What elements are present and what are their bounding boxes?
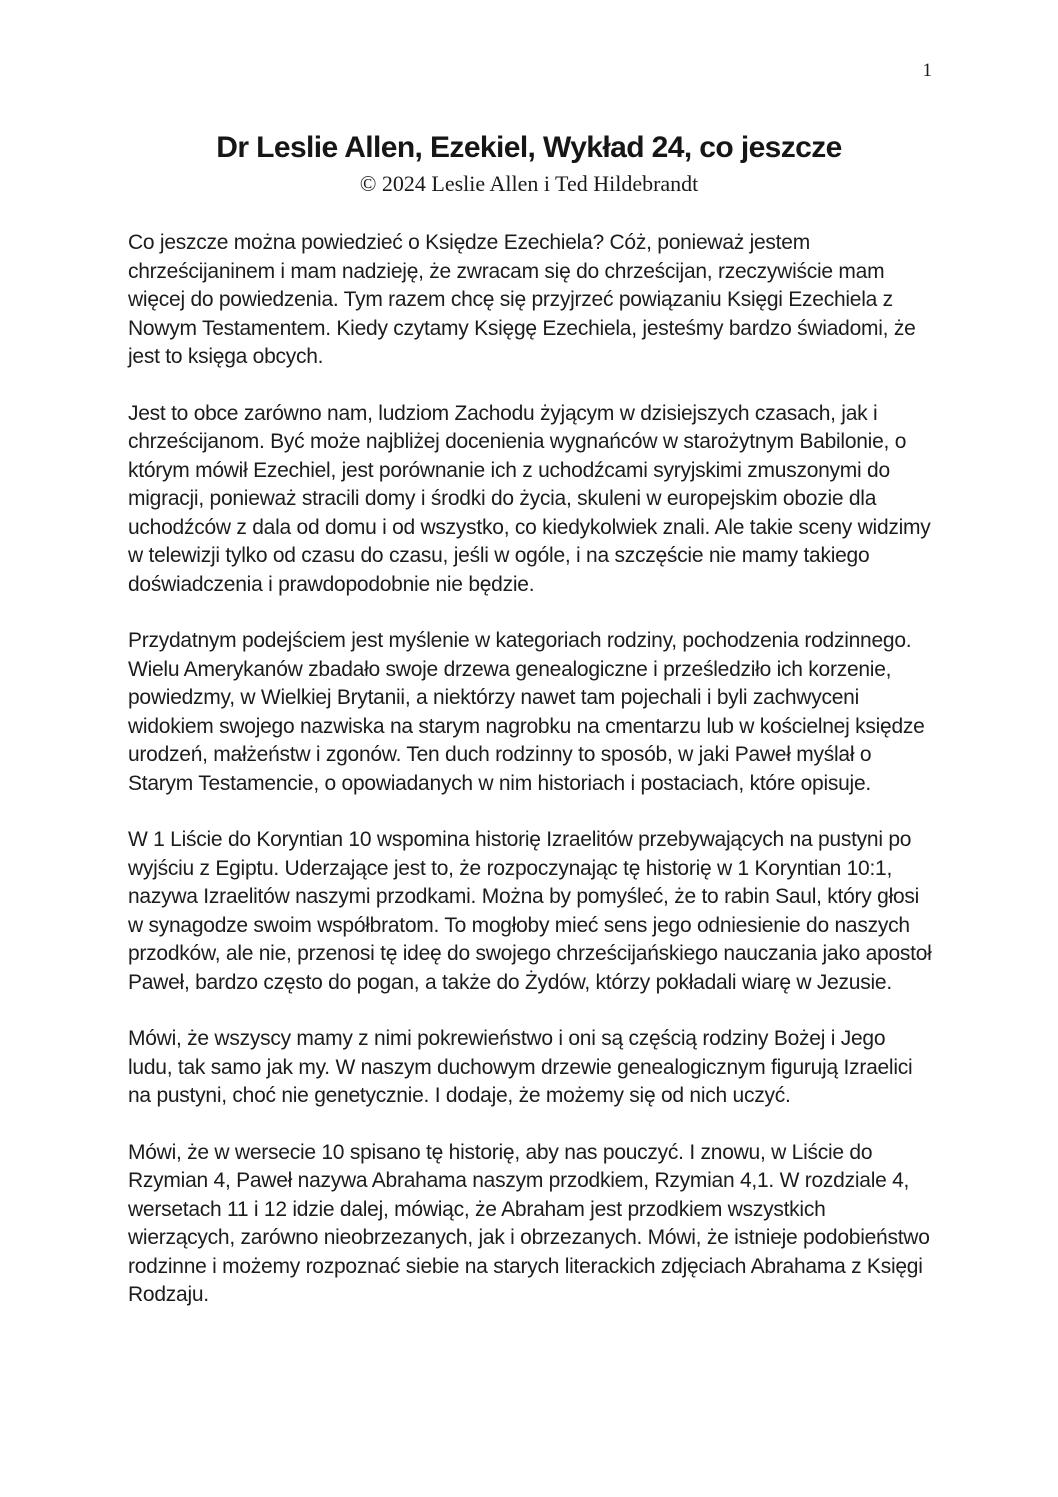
paragraph: Jest to obce zarówno nam, ludziom Zachodu żyjącym w dzisiejszych czasach, jak i chrześcijanom. Być może najbliżej docenienia wygnańców w starożytnym Babilonie, o którym mówił Ezechiel, jest porównanie ich z uchodźcami syryjskimi zmuszonymi do migracji, ponieważ stracili domy i środki do życia, skuleni w europejskim obozie dla uchodźców z dala od domu i od wszystko, co kiedykolwiek znali. Ale takie sceny widzimy w telewizji tylko od czasu do czasu, jeśli w ogóle, i na szczęście nie mamy takiego doświadczenia i prawdopodobnie nie będzie.	[128, 401, 931, 596]
page-number: 1	[922, 60, 932, 81]
page-title: Dr Leslie Allen, Ezekiel, Wykład 24, co jeszcze	[216, 131, 842, 164]
paragraph: W 1 Liście do Koryntian 10 wspomina historię Izraelitów przebywających na pustyni po wyjściu z Egiptu. Uderzające jest to, że rozpoczynając tę historię w 1 Koryntian 10:1, nazywa Izraelitów naszymi przodkami. Można by pomyśleć, że to rabin Saul, który głosi w synagodze swoim współbratom. To mogłoby mieć sens jego odniesienie do naszych przodków, ale nie, przenosi tę ideę do swojego chrześcijańskiego nauczania jako apostoł Paweł, bardzo często do pogan, a także do Żydów, którzy pokładali wiarę w Jezusie.	[128, 828, 932, 994]
paragraph: Mówi, że wszyscy mamy z nimi pokrewieństwo i oni są częścią rodziny Bożej i Jego ludu, tak samo jak my. W naszym duchowym drzewie genealogicznym figurują Izraelici na pustyni, choć nie genetycznie. I dodaje, że możemy się od nich uczyć.	[128, 1027, 913, 1107]
paragraph: Mówi, że w wersecie 10 spisano tę historię, aby nas pouczyć. I znowu, w Liście do Rzymian 4, Paweł nazywa Abrahama naszym przodkiem, Rzymian 4,1. W rozdziale 4, wersetach 11 i 12 idzie dalej, mówiąc, że Abraham jest przodkiem wszystkich wierzących, zarówno nieobrzezanych, jak i obrzezanych. Mówi, że istnieje podobieństwo rodzinne i możemy rozpoznać siebie na starych literackich zdjęciach Abrahama z Księgi Rodzaju.	[128, 1140, 930, 1306]
document-body	[128, 229, 932, 1310]
paragraph: Przydatnym podejściem jest myślenie w kategoriach rodziny, pochodzenia rodzinnego. Wielu Amerykanów zbadało swoje drzewa genealogiczne i prześledziło ich korzenie, powiedzmy, w Wielkiej Brytanii, a niektórzy nawet tam pojechali i byli zachwyceni widokiem swojego nazwiska na starym nagrobku na cmentarzu lub w kościelnej księdze urodzeń, małżeństw i zgonów. Ten duch rodzinny to sposób, w jaki Paweł myślał o Starym Testamencie, o opowiadanych w nim historiach i postaciach, które opisuje.	[128, 629, 925, 795]
paragraph: Co jeszcze można powiedzieć o Księdze Ezechiela? Cóż, ponieważ jestem chrześcijaninem i mam nadzieję, że zwracam się do chrześcijan, rzeczywiście mam więcej do powiedzenia. Tym razem chcę się przyjrzeć powiązaniu Księgi Ezechiela z Nowym Testamentem. Kiedy czytamy Księgę Ezechiela, jesteśmy bardzo świadomi, że jest to księga obcych.	[128, 231, 916, 368]
copyright-line: © 2024 Leslie Allen i Ted Hildebrandt	[359, 171, 699, 196]
